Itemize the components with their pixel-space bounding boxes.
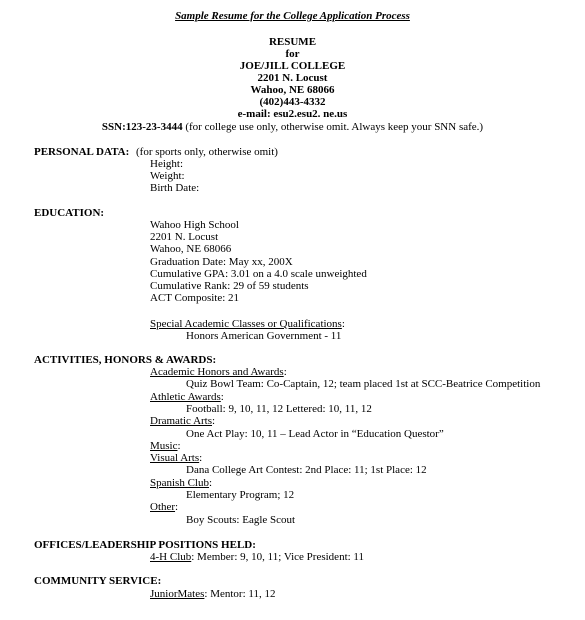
spanish-club-label: Spanish Club (150, 477, 209, 489)
weight-field: Weight: (150, 170, 185, 182)
academic-honors-item: Quiz Bowl Team: Co-Captain, 12; team placed 1st at SCC-Beatrice Competition (186, 378, 541, 390)
visual-arts: Visual Arts: (150, 452, 203, 464)
music-label: Music (150, 440, 178, 452)
personal-note: (for sports only, otherwise omit) (136, 146, 278, 158)
visual-arts-label: Visual Arts (150, 452, 200, 464)
applicant-name: JOE/JILL COLLEGE (239, 60, 346, 72)
birth-date-field: Birth Date: (150, 182, 200, 194)
resume-for: for (285, 48, 300, 60)
activities-heading: ACTIVITIES, HONORS & AWARDS: (34, 354, 217, 366)
cumulative-gpa: Cumulative GPA: 3.01 on a 4.0 scale unweighted (150, 268, 367, 280)
community-heading: COMMUNITY SERVICE: (34, 575, 162, 587)
community-label: JuniorMates (150, 588, 205, 600)
community-item: : Mentor: 11, 12 (204, 588, 276, 600)
visual-arts-item: Dana College Art Contest: 2nd Place: 11; 1st Place: 12 (186, 464, 427, 476)
club-entry (150, 551, 364, 564)
athletic-awards: Athletic Awards: (150, 391, 224, 403)
personal-heading: PERSONAL DATA: (34, 146, 130, 158)
club-label: 4-H Club (150, 551, 192, 563)
athletic-awards-label: Athletic Awards (150, 391, 221, 403)
special-classes-item: Honors American Government - 11 (186, 330, 342, 342)
ssn-label: SSN:123-23-3444 (101, 121, 183, 133)
applicant-email: e-mail: esu2.esu2. ne.us (237, 108, 348, 120)
applicant-phone: (402)443-4332 (259, 96, 326, 108)
document-title (0, 10, 585, 23)
applicant-city: Wahoo, NE 68066 (250, 84, 335, 96)
special-classes-label: Special Academic Classes or Qualifications (150, 318, 342, 330)
other: Other: (150, 501, 179, 513)
school-street: 2201 N. Locust (150, 231, 219, 243)
other-item: Boy Scouts: Eagle Scout (186, 514, 296, 526)
spanish-club: Spanish Club: (150, 477, 213, 489)
academic-honors: Academic Honors and Awards: (150, 366, 287, 378)
education-heading: EDUCATION: (34, 207, 105, 219)
offices-heading: OFFICES/LEADERSHIP POSITIONS HELD: (34, 539, 256, 551)
height-field: Height: (150, 158, 183, 170)
school-name: Wahoo High School (150, 219, 239, 231)
graduation-date: Graduation Date: May xx, 200X (150, 256, 293, 268)
ssn-note: (for college use only, otherwise omit. Always keep your SNN safe.) (182, 121, 484, 133)
spanish-club-item: Elementary Program; 12 (186, 489, 295, 501)
special-classes: Special Academic Classes or Qualifications: (150, 318, 345, 330)
ssn-line (0, 121, 585, 134)
athletic-awards-item: Football: 9, 10, 11, 12 Lettered: 10, 11, 12 (186, 403, 372, 415)
school-city: Wahoo, NE 68066 (150, 243, 232, 255)
applicant-street: 2201 N. Locust (257, 72, 328, 84)
act-composite: ACT Composite: 21 (150, 292, 240, 304)
dramatic-arts: Dramatic Arts: (150, 415, 216, 427)
cumulative-rank: Cumulative Rank: 29 of 59 students (150, 280, 309, 292)
document-title-text: Sample Resume for the College Application Process (175, 10, 410, 22)
dramatic-arts-label: Dramatic Arts (150, 415, 213, 427)
community-entry (150, 588, 275, 601)
club-item: : Member: 9, 10, 11; Vice President: 11 (191, 551, 365, 563)
other-label: Other (150, 501, 176, 513)
dramatic-arts-item: One Act Play: 10, 11 – Lead Actor in “Education Questor” (186, 428, 444, 440)
music: Music: (150, 440, 181, 452)
academic-honors-label: Academic Honors and Awards (150, 366, 284, 378)
resume-heading: RESUME (268, 36, 317, 48)
